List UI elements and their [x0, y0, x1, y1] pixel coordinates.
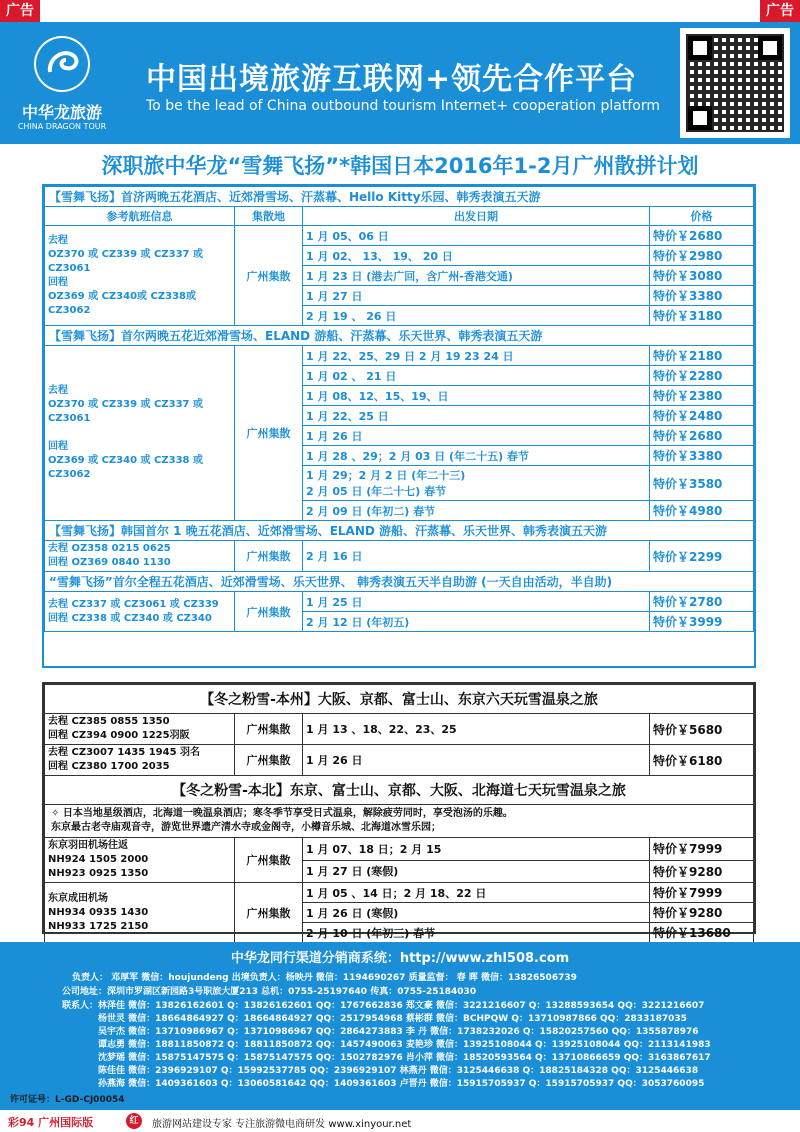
departure-date: 1 月 05、06 日 — [303, 226, 650, 246]
price: 特价￥2980 — [650, 246, 754, 266]
gathering-point: 广州集散 — [235, 592, 303, 632]
flight-info: 去程 OZ370 或 CZ339 或 CZ337 或 CZ3061 回程 OZ369 或 CZ340 或 CZ338 或 CZ3062 — [45, 346, 235, 521]
departure-date: 2 月 09 日 (年初二) 春节 — [303, 501, 650, 521]
column-header-gather: 集散地 — [235, 207, 303, 226]
bottom-bar — [0, 1108, 800, 1132]
gathering-point: 广州集散 — [235, 541, 303, 572]
brand-name-cn: 中华龙旅游 — [21, 103, 102, 122]
header-title: 中国出境旅游互联网+领先合作平台 — [146, 62, 638, 97]
price: 特价￥6180 — [650, 745, 754, 776]
departure-date: 1 月 07、18 日；2 月 15 — [303, 838, 650, 861]
section-title: 【雪舞飞扬】韩国首尔 1 晚五花酒店、近郊滑雪场、ELAND 游船、汗蒸幕、乐天世界、韩秀表演五天游 — [45, 521, 754, 541]
price: 特价￥9280 — [650, 860, 754, 883]
price: 特价￥7999 — [650, 883, 754, 903]
table-row — [45, 346, 754, 366]
qr-code-icon — [680, 28, 790, 138]
departure-date: 1 月 08、12、15、19、日 — [303, 386, 650, 406]
price: 特价￥2680 — [650, 426, 754, 446]
price: 特价￥2299 — [650, 541, 754, 572]
gathering-point: 广州集散 — [235, 346, 303, 521]
price: 特价￥7999 — [650, 838, 754, 861]
price: 特价￥3380 — [650, 286, 754, 306]
departure-date: 2 月 19 、 26 日 — [303, 306, 650, 326]
page-number: 彩94 广州国际版 — [8, 1116, 94, 1129]
departure-date: 1 月 26 日 (寒假) — [303, 903, 650, 923]
table-row — [45, 838, 754, 861]
distribution-system-title: 中华龙同行渠道分销商系统：http://www.zhl508.com — [230, 951, 570, 966]
flight-info: 去程 OZ370 或 CZ339 或 CZ337 或 CZ3061 回程 OZ369 或 CZ340或 CZ338或 CZ3062 — [45, 226, 235, 326]
price: 特价￥3380 — [650, 446, 754, 466]
contact-row: 杨世灵 微信：18664864927 Q：18664864927 QQ：2517954968 蔡彬群 微信：BCHPQW Q：13710987866 QQ：2833187035 — [98, 1014, 687, 1024]
japan-schedule — [42, 682, 756, 940]
contact-row: 林泽佳 微信：13826162601 Q：13826162601 QQ：1767662836 郑文豪 微信：3221216607 Q：13288593654 QQ：3221216607 — [98, 1001, 705, 1011]
departure-date: 1 月 28 、29；2 月 03 日 (年二十五) 春节 — [303, 446, 650, 466]
flight-info: 去程 CZ385 0855 1350 回程 CZ394 0900 1225羽阪 — [45, 714, 235, 745]
departure-date: 1 月 02 、 21 日 — [303, 366, 650, 386]
flight-info: 东京成田机场 NH934 0935 1430 NH933 1725 2150 — [45, 883, 235, 943]
departure-date: 1 月 05 、14 日；2 月 18、22 日 — [303, 883, 650, 903]
departure-date: 1 月 13 、18、22、23、25 — [303, 714, 650, 745]
departure-date: 2 月 10 日 (年初三) 春节 — [303, 923, 650, 943]
header-subtitle: To be the lead of China outbound tourism Internet+ cooperation platform — [146, 98, 660, 114]
departure-date: 2 月 16 日 — [303, 541, 650, 572]
brand-logo — [14, 30, 110, 140]
flight-info: 去程 CZ3007 1435 1945 羽名 回程 CZ380 1700 2035 — [45, 745, 235, 776]
flight-info: 东京羽田机场往返 NH924 1505 2000 NH923 0925 1350 — [45, 838, 235, 883]
price: 特价￥2280 — [650, 366, 754, 386]
japan-table — [44, 684, 754, 943]
table-row — [45, 883, 754, 903]
table-row — [45, 226, 754, 246]
contact-row: 陈佳佳 微信：2396929107 Q：15992537785 QQ：2396929107 林燕丹 微信：3125446638 Q：18825184328 QQ：3125446638 — [98, 1066, 699, 1076]
price: 特价￥5680 — [650, 714, 754, 745]
table-row — [45, 541, 754, 572]
contacts-label: 联系人： — [62, 1001, 99, 1011]
gathering-point: 广州集散 — [235, 883, 303, 943]
price: 特价￥2180 — [650, 346, 754, 366]
korea-schedule — [42, 184, 756, 668]
dragon-icon — [34, 36, 90, 92]
gathering-point: 广州集散 — [235, 714, 303, 745]
manager-line: 负责人： 邓厚军 微信：houjundeng 出境负责人：杨映丹 微信：1194690267 质量监督： 春 晖 微信：13826506739 — [72, 973, 577, 983]
footer-contacts — [0, 942, 800, 1108]
departure-date: 1 月 27 日 (寒假) — [303, 860, 650, 883]
brand-name-en: CHINA DRAGON TOUR — [17, 122, 107, 131]
departure-date: 1 月 26 日 — [303, 426, 650, 446]
tour-title: 【冬之粉雪-本北】东京、富士山、京都、大阪、北海道七天玩雪温泉之旅 — [45, 776, 754, 805]
flight-info: 去程 OZ358 0215 0625 回程 OZ369 0840 1130 — [45, 541, 235, 572]
column-header-date: 出发日期 — [303, 207, 650, 226]
price: 特价￥3080 — [650, 266, 754, 286]
price: 特价￥13680 — [650, 923, 754, 943]
flight-info: 去程 CZ337 或 CZ3061 或 CZ339 回程 CZ338 或 CZ340 或 CZ340 — [45, 592, 235, 632]
price: 特价￥3999 — [650, 612, 754, 632]
departure-date: 1 月 22、25 日 — [303, 406, 650, 426]
departure-date: 1 月 25 日 — [303, 592, 650, 612]
departure-date: 1 月 22、25、29 日 2 月 19 23 24 日 — [303, 346, 650, 366]
table-row — [45, 714, 754, 745]
departure-date: 2 月 12 日 (年初五) — [303, 612, 650, 632]
publisher-logo-icon: 红 — [126, 1113, 142, 1129]
contact-row: 吴宇杰 微信：13710986967 Q：13710986967 QQ：2864273883 李 丹 微信：1738232026 Q：15820257560 QQ：1355878976 — [98, 1027, 699, 1037]
ad-label-right: 广告 — [760, 0, 800, 22]
price: 特价￥3580 — [650, 466, 754, 501]
price: 特价￥4980 — [650, 501, 754, 521]
korea-table — [44, 186, 754, 632]
section-title: 【雪舞飞扬】首济两晚五花酒店、近郊滑雪场、汗蒸幕、Hello Kitty乐园、韩秀表演五天游 — [45, 187, 754, 207]
departure-date: 1 月 26 日 — [303, 745, 650, 776]
price: 特价￥2780 — [650, 592, 754, 612]
page-title: 深职旅中华龙“雪舞飞扬”*韩国日本2016年1-2月广州散拼计划 — [101, 154, 699, 178]
departure-date: 1 月 29；2 月 2 日 (年二十三) 2 月 05 日 (年二十七) 春节 — [303, 466, 650, 501]
departure-date: 1 月 23 日 (港去广回，含广州-香港交通) — [303, 266, 650, 286]
address-line: 公司地址：深圳市罗湖区新园路3号职旅大厦213 总机：0755-25197640 传真：0755-25184030 — [62, 987, 477, 997]
price: 特价￥2380 — [650, 386, 754, 406]
tour-highlights: ✧ 日本当地星级酒店，北海道一晚温泉酒店；寒冬季节享受日式温泉，解除疲劳同时，享受泡汤的乐趣。 东京最古老寺庙观音寺，游览世界遗产清水寺或金阁寺，小樽音乐城、北海道冰雪乐园； — [45, 805, 754, 838]
header-banner — [0, 22, 800, 144]
section-title: “雪舞飞扬”首尔全程五花酒店、近郊滑雪场、乐天世界、 韩秀表演五天半自助游 (一天自由活动，半自助) — [45, 572, 754, 592]
column-header-flight: 参考航班信息 — [45, 207, 235, 226]
table-row — [45, 592, 754, 612]
license-number: 许可证号：L-GD-CJ00054 — [10, 1095, 125, 1105]
price: 特价￥2480 — [650, 406, 754, 426]
section-title: 【雪舞飞扬】首尔两晚五花近郊滑雪场、ELAND 游船、汗蒸幕、乐天世界、韩秀表演五天游 — [45, 326, 754, 346]
price: 特价￥9280 — [650, 903, 754, 923]
table-row — [45, 745, 754, 776]
contact-row: 谭志勇 微信：18811850872 Q：18811850872 QQ：1457490063 麦艳珍 微信：13925108044 Q：13925108044 QQ：2113141983 — [98, 1040, 711, 1050]
column-header-price: 价格 — [650, 207, 754, 226]
tour-title: 【冬之粉雪-本州】大阪、京都、富士山、东京六天玩雪温泉之旅 — [45, 685, 754, 714]
ad-label-left: 广告 — [0, 0, 40, 22]
gathering-point: 广州集散 — [235, 226, 303, 326]
contact-row: 孙燕海 微信：1409361603 Q：13060581642 QQ：1409361603 卢晋丹 微信：15915705937 Q：15915705937 QQ：3053760095 — [98, 1079, 705, 1089]
price: 特价￥2680 — [650, 226, 754, 246]
price: 特价￥3180 — [650, 306, 754, 326]
publisher-slogan: 旅游网站建设专家 专注旅游微电商研发 www.xinyour.net — [152, 1119, 412, 1130]
departure-date: 1 月 02、 13、 19、 20 日 — [303, 246, 650, 266]
contact-row: 沈梦瑶 微信：15875147575 Q：15875147575 QQ：1502782976 肖小萍 微信：18520593564 Q：13710866659 QQ：3163867617 — [98, 1053, 711, 1063]
gathering-point: 广州集散 — [235, 745, 303, 776]
departure-date: 1 月 27 日 — [303, 286, 650, 306]
gathering-point: 广州集散 — [235, 838, 303, 883]
